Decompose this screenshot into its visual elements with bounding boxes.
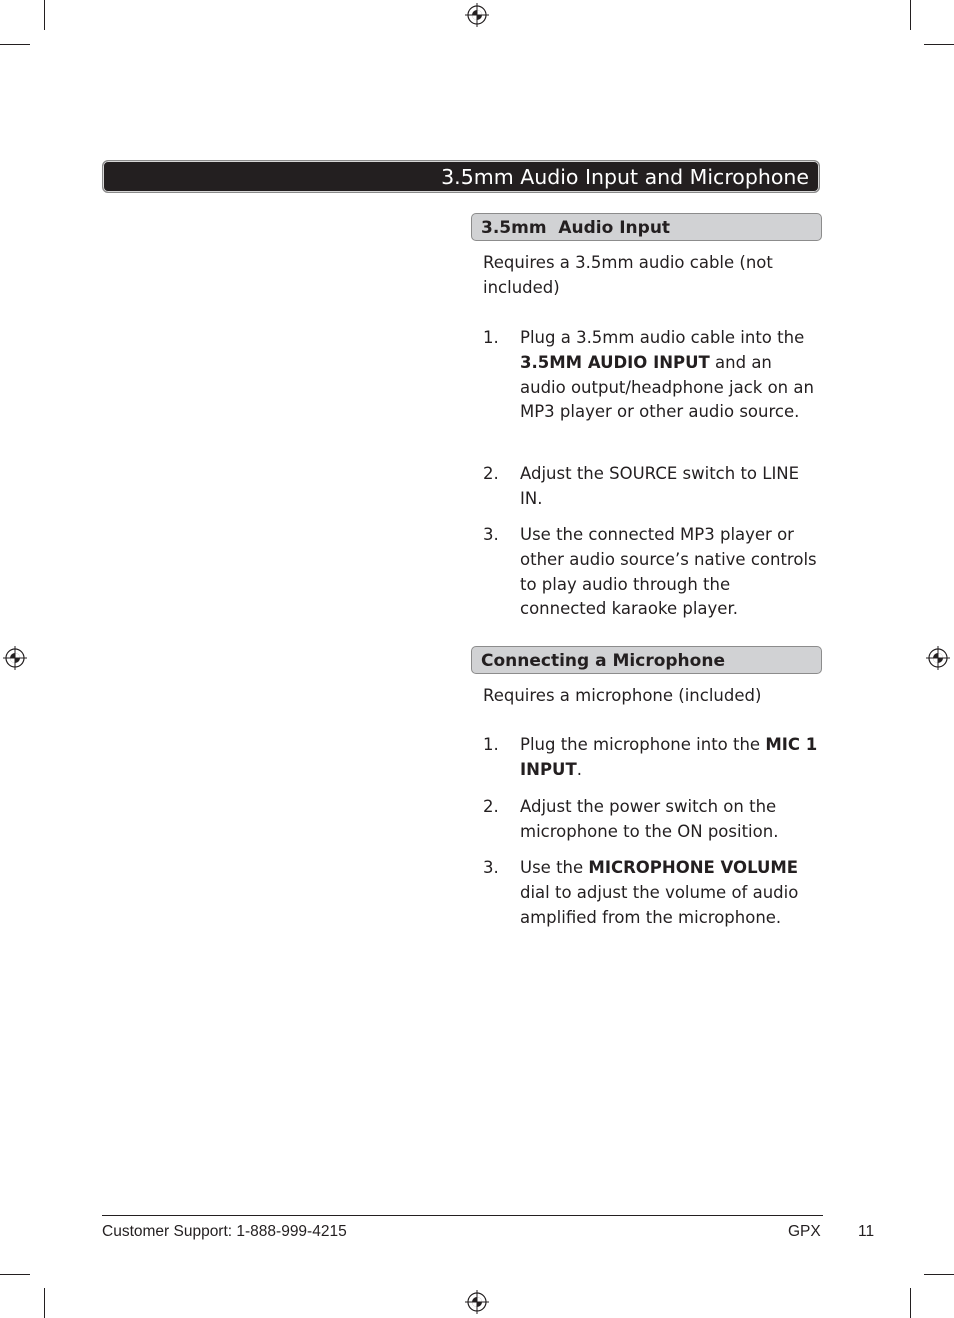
footer-brand: GPX: [788, 1223, 821, 1240]
microphone-requirement: Requires a microphone (included): [483, 686, 762, 705]
step-emphasis: MICROPHONE VOLUME: [588, 858, 799, 877]
footer-page-number: 11: [858, 1223, 875, 1240]
step-emphasis: 3.5MM AUDIO INPUT: [520, 352, 710, 372]
registration-target-icon: [926, 646, 950, 670]
crop-mark-bottom-right-vertical: [910, 1288, 911, 1318]
crop-mark-top-right-horizontal: [924, 44, 954, 45]
registration-target-icon: [465, 1290, 489, 1314]
step-text: Use the MICROPHONE VOLUME dial to adjust the volume of audio amplified from the microphone.: [520, 858, 799, 927]
crop-mark-bottom-left-vertical: [44, 1288, 45, 1318]
section-heading-microphone-label: Connecting a Microphone: [481, 651, 725, 671]
section-heading-audio-input: [471, 213, 822, 241]
footer-customer-support: Customer Support: 1-888-999-4215: [102, 1223, 347, 1240]
audio-input-requirement: Requires a 3.5mm audio cable (not included): [483, 253, 773, 297]
section-heading-microphone: [471, 646, 822, 674]
crop-mark-bottom-right-horizontal: [924, 1274, 954, 1275]
step-number: 2.: [483, 797, 499, 816]
step-number: 2.: [483, 464, 499, 483]
step-number: 3.: [483, 525, 499, 544]
crop-mark-top-left-horizontal: [0, 44, 30, 45]
footer-divider: [102, 1215, 823, 1216]
step-number: 1.: [483, 735, 499, 754]
registration-target-icon: [3, 646, 27, 670]
crop-mark-bottom-left-horizontal: [0, 1274, 30, 1275]
page-title-bar: [102, 160, 820, 193]
step-text: Adjust the power switch on the microphone to the ON position.: [520, 797, 779, 841]
step-number: 1.: [483, 328, 499, 347]
section-heading-audio-input-label: 3.5mm Audio Input: [481, 218, 671, 238]
step-text: Use the connected MP3 player or other audio source’s native controls to play audio through the connected karaoke player.: [520, 525, 817, 619]
step-emphasis: MIC 1 INPUT: [520, 735, 818, 779]
crop-mark-top-right-vertical: [910, 0, 911, 30]
step-text: Plug a 3.5mm audio cable into the 3.5MM AUDIO INPUT and an audio output/headphone jack on an MP3 player or other audio source.: [520, 328, 814, 422]
page-title: 3.5mm Audio Input and Microphone: [441, 165, 809, 189]
step-number: 3.: [483, 858, 499, 877]
registration-target-icon: [465, 3, 489, 27]
step-text: Plug the microphone into the MIC 1 INPUT.: [520, 735, 818, 779]
crop-mark-top-left-vertical: [44, 0, 45, 30]
step-text: Adjust the SOURCE switch to LINE IN.: [520, 464, 800, 508]
